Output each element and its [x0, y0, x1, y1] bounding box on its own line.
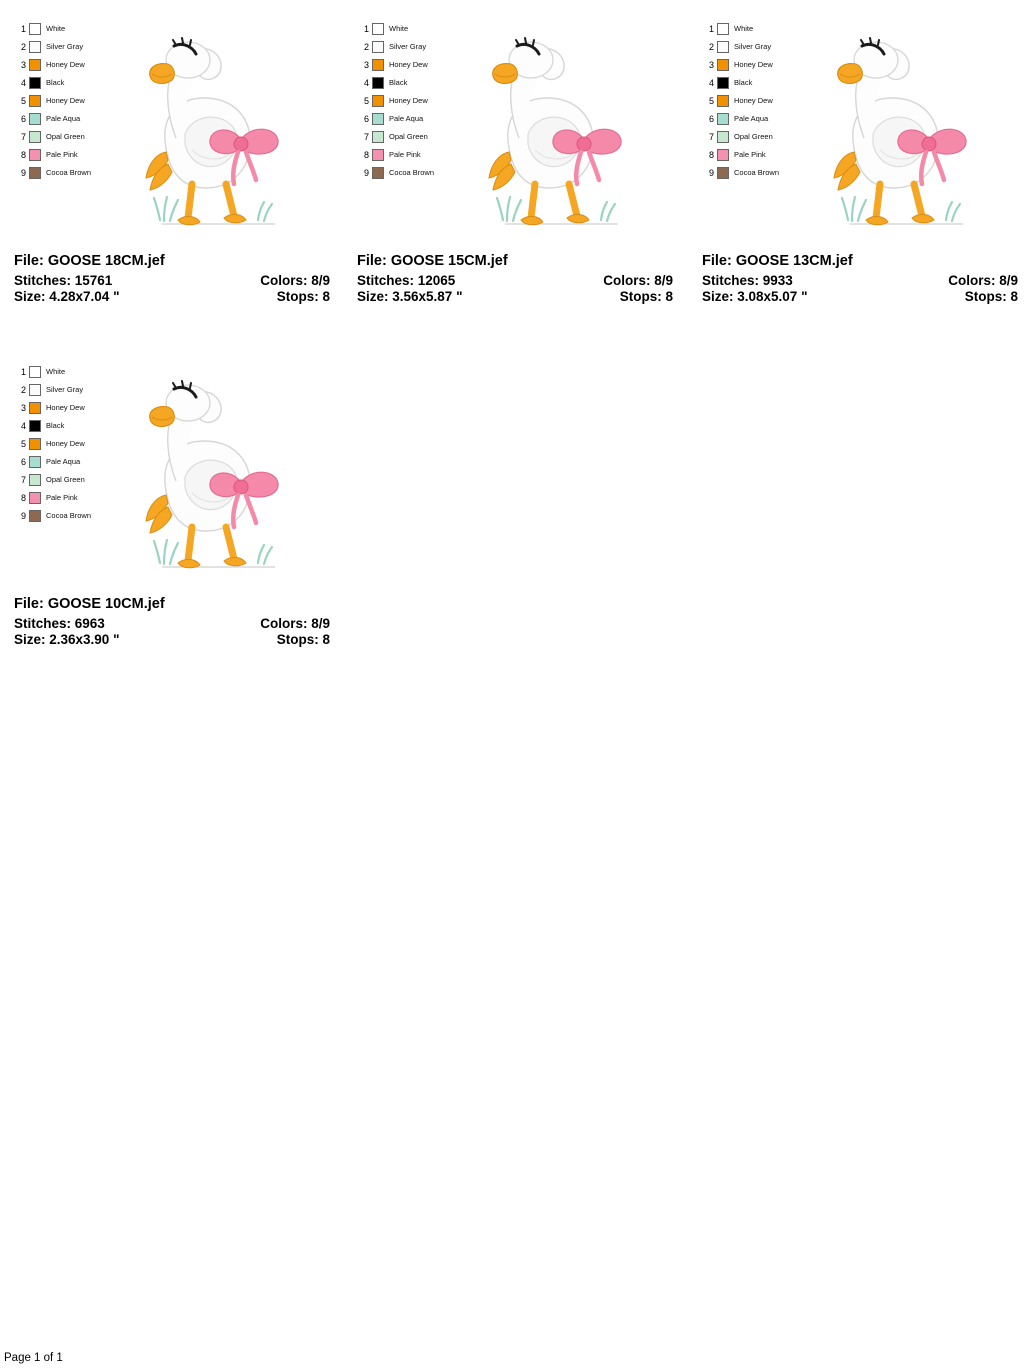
legend-label: Black: [46, 421, 65, 430]
legend-item: [357, 128, 467, 146]
legend-item: [702, 92, 812, 110]
legend-swatch: [717, 77, 729, 89]
legend-number: 4: [708, 78, 714, 88]
legend-number: 3: [363, 60, 369, 70]
design-card: [688, 0, 1018, 304]
legend-item: [702, 146, 812, 164]
legend-number: 6: [363, 114, 369, 124]
legend-label: Silver Gray: [46, 42, 84, 51]
stitches-count: Stitches: 6963: [14, 616, 105, 631]
legend-item: [14, 128, 124, 146]
legend-swatch: [717, 23, 729, 35]
legend-swatch: [372, 41, 384, 53]
legend-item: [14, 381, 124, 399]
legend-swatch: [717, 131, 729, 143]
legend-label: Black: [734, 78, 753, 87]
legend-item: [14, 453, 124, 471]
legend-label: White: [734, 24, 754, 33]
color-legend: [14, 363, 124, 525]
stitches-count: Stitches: 15761: [14, 273, 113, 288]
design-card: [343, 0, 673, 304]
legend-swatch: [29, 113, 41, 125]
legend-number: 9: [20, 168, 26, 178]
legend-number: 5: [20, 96, 26, 106]
design-info: [14, 253, 330, 305]
legend-swatch: [29, 438, 41, 450]
legend-item: [357, 92, 467, 110]
legend-label: Silver Gray: [389, 42, 427, 51]
legend-label: White: [389, 24, 409, 33]
legend-swatch: [29, 384, 41, 396]
legend-number: 7: [708, 132, 714, 142]
file-name: File: GOOSE 18CM.jef: [14, 253, 165, 269]
legend-item: [702, 110, 812, 128]
file-name: File: GOOSE 15CM.jef: [357, 253, 508, 269]
design-size: Size: 4.28x7.04 ": [14, 289, 120, 304]
legend-swatch: [717, 149, 729, 161]
legend-label: Opal Green: [734, 132, 773, 141]
legend-label: White: [46, 24, 66, 33]
legend-label: Cocoa Brown: [734, 168, 780, 177]
legend-item: [357, 164, 467, 182]
legend-swatch: [29, 59, 41, 71]
design-info: [357, 253, 673, 305]
legend-item: [14, 489, 124, 507]
legend-swatch: [717, 41, 729, 53]
legend-number: 1: [708, 24, 714, 34]
legend-label: Honey Dew: [389, 60, 428, 69]
legend-label: Cocoa Brown: [389, 168, 435, 177]
colors-count: Colors: 8/9: [260, 273, 330, 288]
goose-design-preview: [130, 355, 310, 590]
goose-design-preview: [818, 12, 998, 247]
legend-number: 1: [363, 24, 369, 34]
legend-swatch: [29, 41, 41, 53]
legend-number: 6: [20, 114, 26, 124]
legend-item: [14, 146, 124, 164]
legend-number: 9: [363, 168, 369, 178]
legend-number: 4: [20, 421, 26, 431]
legend-swatch: [29, 77, 41, 89]
legend-number: 8: [20, 493, 26, 503]
legend-label: Honey Dew: [46, 60, 85, 69]
legend-number: 2: [20, 385, 26, 395]
goose-illustration: [130, 12, 310, 242]
legend-item: [14, 417, 124, 435]
design-card: [0, 343, 330, 647]
legend-item: [357, 74, 467, 92]
legend-swatch: [29, 474, 41, 486]
legend-item: [14, 38, 124, 56]
legend-label: Pale Pink: [46, 493, 78, 502]
legend-number: 5: [363, 96, 369, 106]
legend-number: 5: [708, 96, 714, 106]
legend-item: [702, 74, 812, 92]
design-size: Size: 2.36x3.90 ": [14, 632, 120, 647]
legend-number: 2: [20, 42, 26, 52]
legend-number: 6: [708, 114, 714, 124]
legend-number: 1: [20, 24, 26, 34]
legend-swatch: [372, 59, 384, 71]
goose-design-preview: [130, 12, 310, 247]
legend-swatch: [29, 492, 41, 504]
legend-number: 6: [20, 457, 26, 467]
legend-item: [14, 56, 124, 74]
legend-swatch: [29, 402, 41, 414]
legend-swatch: [372, 113, 384, 125]
legend-swatch: [29, 95, 41, 107]
color-legend: [702, 20, 812, 182]
legend-label: Black: [46, 78, 65, 87]
legend-item: [702, 128, 812, 146]
stops-count: Stops: 8: [276, 632, 330, 647]
legend-label: Honey Dew: [46, 439, 85, 448]
legend-swatch: [717, 167, 729, 179]
legend-swatch: [372, 95, 384, 107]
stitches-count: Stitches: 12065: [357, 273, 456, 288]
legend-number: 8: [363, 150, 369, 160]
legend-swatch: [372, 167, 384, 179]
legend-swatch: [29, 510, 41, 522]
goose-illustration: [130, 355, 310, 585]
stops-count: Stops: 8: [964, 289, 1018, 304]
legend-label: Honey Dew: [46, 96, 85, 105]
legend-item: [702, 56, 812, 74]
legend-label: Honey Dew: [734, 96, 773, 105]
legend-label: Honey Dew: [389, 96, 428, 105]
legend-item: [14, 164, 124, 182]
design-info: [14, 596, 330, 648]
legend-item: [357, 20, 467, 38]
legend-number: 8: [20, 150, 26, 160]
design-card: [0, 0, 330, 304]
color-legend: [14, 20, 124, 182]
legend-label: Honey Dew: [46, 403, 85, 412]
legend-label: Pale Aqua: [46, 457, 81, 466]
goose-illustration: [818, 12, 998, 242]
legend-swatch: [717, 113, 729, 125]
file-name: File: GOOSE 10CM.jef: [14, 596, 165, 612]
legend-number: 9: [20, 511, 26, 521]
goose-design-preview: [473, 12, 653, 247]
design-size: Size: 3.56x5.87 ": [357, 289, 463, 304]
legend-item: [14, 20, 124, 38]
legend-swatch: [29, 131, 41, 143]
legend-number: 7: [363, 132, 369, 142]
legend-swatch: [29, 420, 41, 432]
legend-number: 2: [708, 42, 714, 52]
legend-item: [357, 38, 467, 56]
legend-label: Opal Green: [389, 132, 428, 141]
legend-number: 7: [20, 475, 26, 485]
legend-label: Black: [389, 78, 408, 87]
legend-swatch: [372, 23, 384, 35]
legend-label: Cocoa Brown: [46, 168, 92, 177]
design-size: Size: 3.08x5.07 ": [702, 289, 808, 304]
legend-number: 8: [708, 150, 714, 160]
legend-number: 7: [20, 132, 26, 142]
legend-label: Pale Pink: [46, 150, 78, 159]
legend-item: [14, 435, 124, 453]
color-legend: [357, 20, 467, 182]
legend-label: Pale Pink: [389, 150, 421, 159]
legend-label: Pale Aqua: [46, 114, 81, 123]
legend-item: [357, 56, 467, 74]
stitches-count: Stitches: 9933: [702, 273, 793, 288]
legend-swatch: [29, 366, 41, 378]
legend-swatch: [29, 149, 41, 161]
legend-number: 3: [20, 403, 26, 413]
legend-swatch: [29, 167, 41, 179]
legend-item: [702, 20, 812, 38]
stops-count: Stops: 8: [276, 289, 330, 304]
design-info: [702, 253, 1018, 305]
colors-count: Colors: 8/9: [948, 273, 1018, 288]
legend-number: 2: [363, 42, 369, 52]
legend-item: [14, 74, 124, 92]
legend-number: 4: [20, 78, 26, 88]
legend-label: Pale Aqua: [734, 114, 769, 123]
legend-item: [357, 110, 467, 128]
colors-count: Colors: 8/9: [603, 273, 673, 288]
legend-item: [357, 146, 467, 164]
legend-number: 1: [20, 367, 26, 377]
legend-swatch: [717, 95, 729, 107]
goose-illustration: [473, 12, 653, 242]
legend-swatch: [372, 149, 384, 161]
legend-label: Pale Aqua: [389, 114, 424, 123]
page-footer: Page 1 of 1: [4, 1352, 63, 1364]
legend-number: 5: [20, 439, 26, 449]
legend-item: [702, 164, 812, 182]
legend-number: 9: [708, 168, 714, 178]
legend-number: 3: [20, 60, 26, 70]
legend-item: [14, 399, 124, 417]
legend-label: White: [46, 367, 66, 376]
legend-label: Opal Green: [46, 475, 85, 484]
legend-item: [14, 92, 124, 110]
legend-item: [14, 110, 124, 128]
legend-number: 3: [708, 60, 714, 70]
legend-swatch: [29, 456, 41, 468]
legend-label: Honey Dew: [734, 60, 773, 69]
legend-item: [702, 38, 812, 56]
legend-label: Silver Gray: [46, 385, 84, 394]
legend-swatch: [717, 59, 729, 71]
legend-item: [14, 471, 124, 489]
legend-label: Opal Green: [46, 132, 85, 141]
legend-label: Silver Gray: [734, 42, 772, 51]
file-name: File: GOOSE 13CM.jef: [702, 253, 853, 269]
legend-item: [14, 507, 124, 525]
legend-number: 4: [363, 78, 369, 88]
legend-swatch: [29, 23, 41, 35]
colors-count: Colors: 8/9: [260, 616, 330, 631]
stops-count: Stops: 8: [619, 289, 673, 304]
legend-item: [14, 363, 124, 381]
legend-label: Pale Pink: [734, 150, 766, 159]
legend-swatch: [372, 131, 384, 143]
legend-swatch: [372, 77, 384, 89]
legend-label: Cocoa Brown: [46, 511, 92, 520]
